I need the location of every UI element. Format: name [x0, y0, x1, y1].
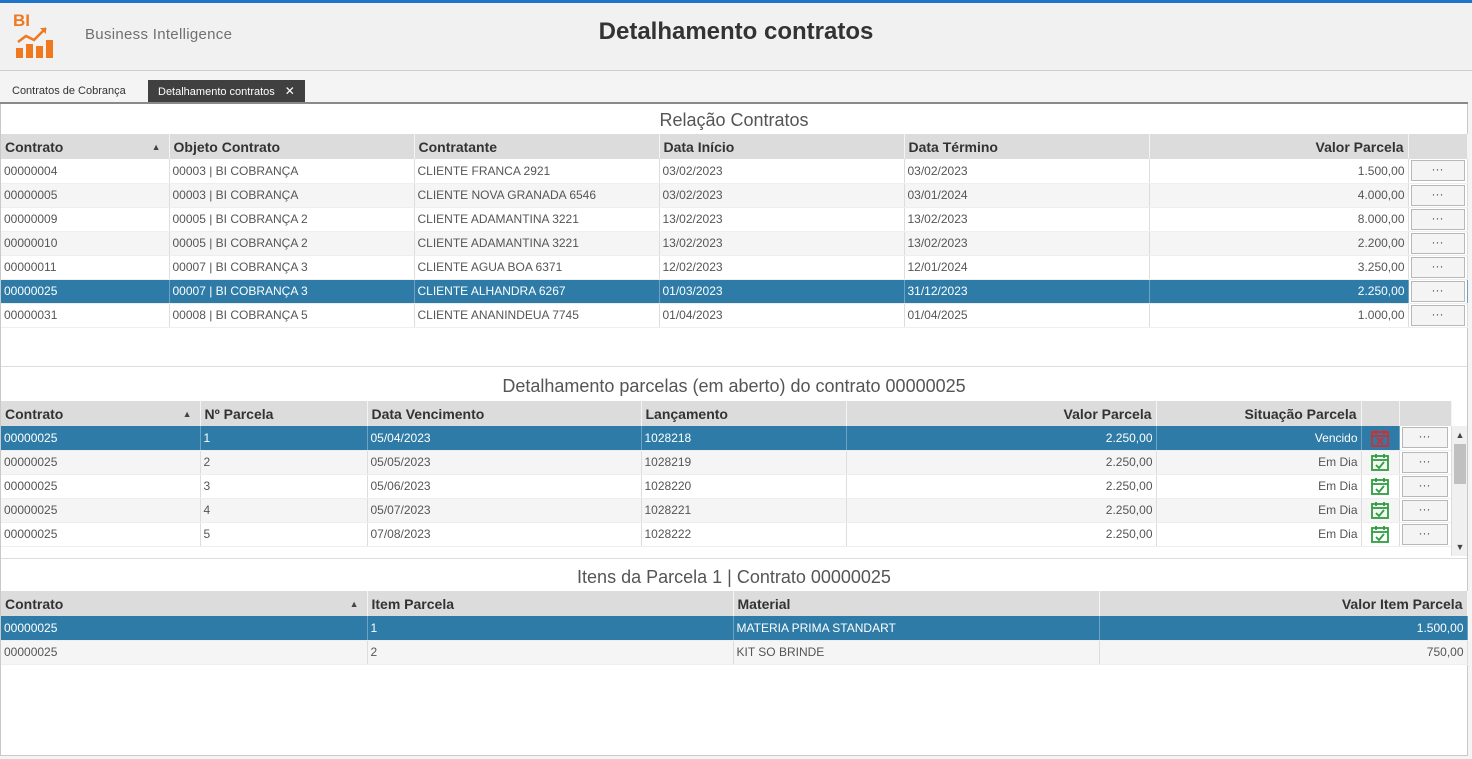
scroll-thumb[interactable]: [1454, 444, 1466, 484]
table-cell: 13/02/2023: [659, 207, 904, 231]
table-cell: 1.500,00: [1149, 159, 1408, 183]
table-cell: CLIENTE FRANCA 2921: [414, 159, 659, 183]
table-cell: 00007 | BI COBRANÇA 3: [169, 279, 414, 303]
column-header-label: Material: [737, 595, 791, 612]
table-cell: 1: [367, 616, 733, 640]
table-cell: 00005 | BI COBRANÇA 2: [169, 231, 414, 255]
tab-label: Detalhamento contratos: [158, 86, 275, 98]
brand-name: Business Intelligence: [85, 26, 233, 43]
row-action-cell: [1408, 159, 1467, 183]
column-header[interactable]: [659, 134, 904, 159]
row-action-cell: [1399, 426, 1451, 450]
tab-label: Contratos de Cobrança: [12, 85, 126, 97]
column-header-label: Valor Parcela: [1063, 405, 1152, 422]
calendar-check-icon: [1370, 452, 1390, 472]
table-cell: 13/02/2023: [904, 231, 1149, 255]
contratos-header-row: [1, 134, 1467, 159]
section-title-parcelas: Detalhamento parcelas (em aberto) do contrato 00000025: [502, 376, 966, 396]
section-title-itens: Itens da Parcela 1 | Contrato 00000025: [577, 567, 891, 587]
status-icon-cell: [1361, 426, 1399, 450]
table-cell: KIT SO BRINDE: [733, 640, 1099, 664]
status-icon-cell: [1361, 498, 1399, 522]
table-cell: 1: [200, 426, 367, 450]
scroll-down-icon[interactable]: ▼: [1455, 542, 1465, 552]
tab-contratos-cobranca[interactable]: [2, 80, 136, 102]
table-cell: 03/02/2023: [659, 159, 904, 183]
table-cell: 00000025: [1, 450, 200, 474]
table-row[interactable]: [1, 616, 1467, 640]
table-row[interactable]: [1, 159, 1467, 183]
table-cell: 1028218: [641, 426, 846, 450]
scroll-up-icon[interactable]: ▲: [1455, 430, 1465, 440]
row-action-cell: [1408, 279, 1467, 303]
table-cell: 00000025: [1, 279, 169, 303]
table-row[interactable]: [1, 450, 1451, 474]
table-cell: 00000025: [1, 498, 200, 522]
column-header[interactable]: [846, 401, 1156, 426]
column-header[interactable]: [904, 134, 1149, 159]
table-cell: 01/04/2025: [904, 303, 1149, 327]
column-header[interactable]: [1149, 134, 1408, 159]
table-cell: 8.000,00: [1149, 207, 1408, 231]
table-row[interactable]: [1, 474, 1451, 498]
table-cell: 05/06/2023: [367, 474, 641, 498]
table-row[interactable]: [1, 255, 1467, 279]
table-cell: 03/02/2023: [659, 183, 904, 207]
parcelas-scrollbar[interactable]: [1451, 426, 1467, 556]
row-action-cell: [1399, 522, 1451, 546]
tab-bar: [0, 80, 1472, 102]
status-icon-cell: [1361, 474, 1399, 498]
close-icon[interactable]: ✕: [284, 84, 295, 98]
column-header-label: Contrato: [5, 405, 64, 422]
table-cell: 00007 | BI COBRANÇA 3: [169, 255, 414, 279]
table-cell: 00000025: [1, 640, 367, 664]
row-details-button[interactable]: ···: [1411, 305, 1465, 326]
table-cell: 07/08/2023: [367, 522, 641, 546]
table-cell: 00000025: [1, 522, 200, 546]
column-header-label: Data Vencimento: [371, 405, 485, 422]
row-action-cell: [1399, 450, 1451, 474]
column-header-empty: [1399, 401, 1451, 426]
table-cell: 00005 | BI COBRANÇA 2: [169, 207, 414, 231]
row-action-cell: [1408, 303, 1467, 327]
table-row[interactable]: [1, 498, 1451, 522]
table-cell: Em Dia: [1156, 498, 1361, 522]
row-details-button[interactable]: ···: [1411, 160, 1465, 181]
tab-detalhamento-contratos[interactable]: [148, 80, 305, 102]
parcelas-table: [1, 401, 1452, 547]
contratos-table: [1, 134, 1468, 328]
table-row[interactable]: [1, 522, 1451, 546]
table-row[interactable]: [1, 426, 1451, 450]
section-divider: [1, 558, 1467, 559]
row-details-button[interactable]: ···: [1402, 427, 1448, 448]
table-cell: 00003 | BI COBRANÇA: [169, 183, 414, 207]
header: [0, 3, 1472, 71]
row-action-cell: [1408, 231, 1467, 255]
table-cell: CLIENTE ADAMANTINA 3221: [414, 207, 659, 231]
table-cell: 00000009: [1, 207, 169, 231]
table-cell: 2.200,00: [1149, 231, 1408, 255]
section-divider: [1, 366, 1467, 367]
column-header-label: Nº Parcela: [204, 405, 274, 422]
calendar-check-icon: [1370, 476, 1390, 496]
column-header-label: Valor Parcela: [1315, 138, 1404, 155]
table-cell: 2: [200, 450, 367, 474]
table-cell: 00000025: [1, 474, 200, 498]
row-details-button[interactable]: ···: [1411, 281, 1465, 302]
status-icon-cell: [1361, 522, 1399, 546]
section-title-contratos: Relação Contratos: [659, 110, 809, 130]
table-cell: 00000025: [1, 616, 367, 640]
table-cell: 00003 | BI COBRANÇA: [169, 159, 414, 183]
table-cell: Em Dia: [1156, 474, 1361, 498]
calendar-overdue-icon: [1370, 428, 1390, 448]
calendar-check-icon: [1370, 524, 1390, 544]
column-header-label: Lançamento: [645, 405, 728, 422]
column-header[interactable]: [1, 401, 200, 426]
table-cell: 00000010: [1, 231, 169, 255]
column-header[interactable]: [641, 401, 846, 426]
column-header-label: Data Término: [908, 138, 998, 155]
table-cell: 05/07/2023: [367, 498, 641, 522]
table-cell: 12/01/2024: [904, 255, 1149, 279]
table-cell: 2.250,00: [846, 498, 1156, 522]
row-details-button[interactable]: ···: [1411, 257, 1465, 278]
table-cell: 00000005: [1, 183, 169, 207]
table-cell: 1.500,00: [1099, 616, 1467, 640]
sort-asc-icon[interactable]: ▲: [349, 598, 359, 609]
status-icon-cell: [1361, 450, 1399, 474]
column-header[interactable]: [367, 401, 641, 426]
table-cell: Em Dia: [1156, 450, 1361, 474]
table-cell: 3.250,00: [1149, 255, 1408, 279]
table-row[interactable]: [1, 303, 1467, 327]
sort-asc-icon[interactable]: ▲: [151, 141, 161, 152]
table-row[interactable]: [1, 207, 1467, 231]
table-cell: 2.250,00: [846, 474, 1156, 498]
table-cell: 2.250,00: [846, 522, 1156, 546]
table-cell: 4.000,00: [1149, 183, 1408, 207]
table-cell: 12/02/2023: [659, 255, 904, 279]
table-cell: 3: [200, 474, 367, 498]
column-header[interactable]: [733, 591, 1099, 616]
table-cell: 2: [367, 640, 733, 664]
row-action-cell: [1408, 207, 1467, 231]
column-header[interactable]: [1156, 401, 1361, 426]
column-header-label: Situação Parcela: [1244, 405, 1357, 422]
table-cell: 05/05/2023: [367, 450, 641, 474]
row-action-cell: [1408, 183, 1467, 207]
column-header-empty: [1361, 401, 1399, 426]
table-row[interactable]: [1, 231, 1467, 255]
sort-asc-icon[interactable]: ▲: [182, 408, 192, 419]
column-header-label: Contrato: [5, 138, 64, 155]
parcelas-header-row: [1, 401, 1451, 426]
table-cell: 00000031: [1, 303, 169, 327]
row-details-button[interactable]: ···: [1411, 209, 1465, 230]
table-cell: 5: [200, 522, 367, 546]
table-cell: 31/12/2023: [904, 279, 1149, 303]
column-header-label: Contratante: [418, 138, 498, 155]
itens-header-row: [1, 591, 1467, 616]
table-cell: 05/04/2023: [367, 426, 641, 450]
itens-table: [1, 591, 1468, 665]
row-details-button[interactable]: ···: [1402, 524, 1448, 545]
table-cell: 00000025: [1, 426, 200, 450]
table-row[interactable]: [1, 279, 1467, 303]
content-frame: [0, 104, 1468, 756]
table-cell: 13/02/2023: [904, 207, 1149, 231]
table-cell: 00000011: [1, 255, 169, 279]
row-details-button[interactable]: ···: [1402, 500, 1448, 521]
column-header-label: Item Parcela: [371, 595, 454, 612]
table-cell: 1028220: [641, 474, 846, 498]
column-header-empty: [1408, 134, 1467, 159]
column-header[interactable]: [1, 134, 169, 159]
table-cell: CLIENTE ANANINDEUA 7745: [414, 303, 659, 327]
table-cell: 4: [200, 498, 367, 522]
calendar-check-icon: [1370, 500, 1390, 520]
column-header[interactable]: [1, 591, 367, 616]
table-cell: 1.000,00: [1149, 303, 1408, 327]
column-header-label: Contrato: [5, 595, 64, 612]
column-header-label: Valor Item Parcela: [1341, 595, 1463, 612]
table-row[interactable]: [1, 183, 1467, 207]
column-header[interactable]: [414, 134, 659, 159]
table-cell: 750,00: [1099, 640, 1467, 664]
table-cell: 1028221: [641, 498, 846, 522]
table-cell: 00000004: [1, 159, 169, 183]
column-header[interactable]: [367, 591, 733, 616]
row-action-cell: [1399, 498, 1451, 522]
page-title: Detalhamento contratos: [598, 18, 874, 45]
table-cell: CLIENTE NOVA GRANADA 6546: [414, 183, 659, 207]
column-header-label: Data Início: [663, 138, 735, 155]
table-cell: 01/03/2023: [659, 279, 904, 303]
table-cell: CLIENTE AGUA BOA 6371: [414, 255, 659, 279]
column-header-label: Objeto Contrato: [173, 138, 281, 155]
row-details-button[interactable]: ···: [1411, 233, 1465, 254]
table-cell: MATERIA PRIMA STANDART: [733, 616, 1099, 640]
table-cell: 13/02/2023: [659, 231, 904, 255]
table-cell: 2.250,00: [846, 426, 1156, 450]
table-cell: 01/04/2023: [659, 303, 904, 327]
table-cell: CLIENTE ALHANDRA 6267: [414, 279, 659, 303]
row-details-button[interactable]: ···: [1411, 185, 1465, 206]
table-row[interactable]: [1, 640, 1467, 664]
row-details-button[interactable]: ···: [1402, 452, 1448, 473]
table-cell: CLIENTE ADAMANTINA 3221: [414, 231, 659, 255]
row-details-button[interactable]: ···: [1402, 476, 1448, 497]
table-cell: 2.250,00: [846, 450, 1156, 474]
table-cell: Vencido: [1156, 426, 1361, 450]
table-cell: 03/02/2023: [904, 159, 1149, 183]
row-action-cell: [1399, 474, 1451, 498]
column-header[interactable]: [169, 134, 414, 159]
table-cell: 1028219: [641, 450, 846, 474]
table-cell: 2.250,00: [1149, 279, 1408, 303]
table-cell: 1028222: [641, 522, 846, 546]
logo-text: BI: [13, 11, 30, 30]
column-header[interactable]: [1099, 591, 1467, 616]
table-cell: 00008 | BI COBRANÇA 5: [169, 303, 414, 327]
column-header[interactable]: [200, 401, 367, 426]
row-action-cell: [1408, 255, 1467, 279]
table-cell: 03/01/2024: [904, 183, 1149, 207]
table-cell: Em Dia: [1156, 522, 1361, 546]
